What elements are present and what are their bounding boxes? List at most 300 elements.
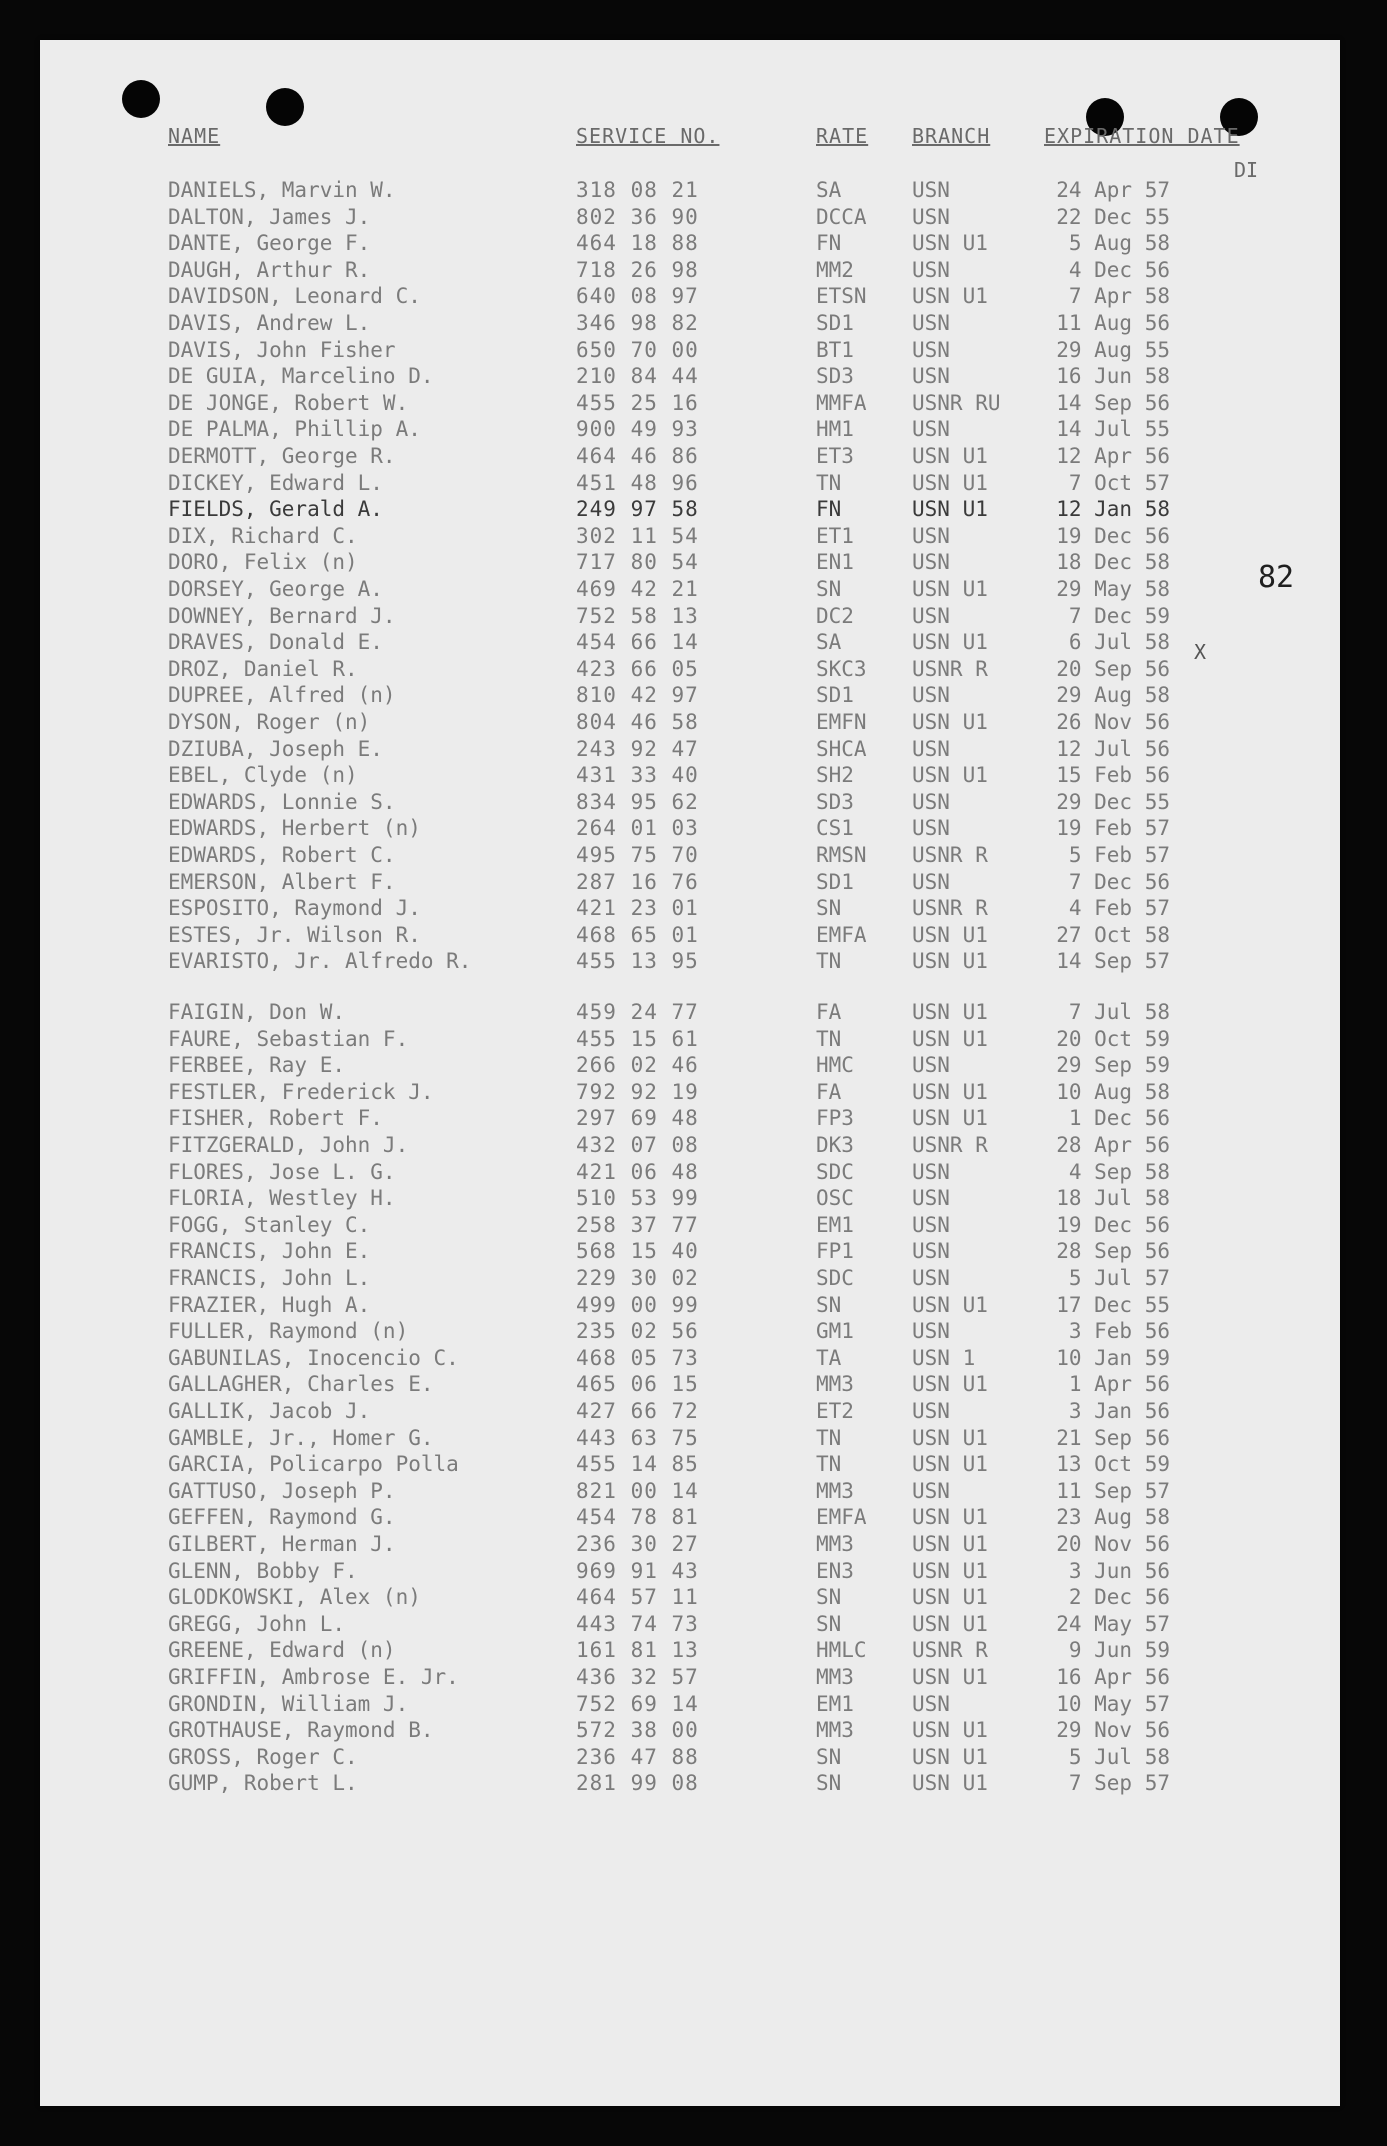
cell-service-no: 229 30 02 (576, 1266, 699, 1290)
cell-rate: SN (816, 577, 842, 601)
table-row (40, 1026, 1340, 1052)
cell-service-no: 468 65 01 (576, 922, 699, 947)
cell-branch: USN U1 (912, 231, 988, 256)
punch-hole-left-2 (266, 88, 304, 126)
cell-expiration: 7 Oct 57 (1068, 470, 1170, 495)
cell-service-no: 717 80 54 (576, 550, 699, 575)
cell-rate: MM2 (816, 257, 854, 282)
cell-rate: SDC (816, 1266, 854, 1290)
table-row (40, 629, 1340, 655)
cell-rate: EM1 (816, 1691, 854, 1716)
table-row (40, 1265, 1340, 1291)
cell-rate: SHCA (816, 736, 867, 761)
table-row (40, 1345, 1340, 1371)
cell-name: GATTUSO, Joseph P. (168, 1478, 396, 1503)
cell-name: EVARISTO, Jr. Alfredo R. (168, 949, 472, 974)
table-row (40, 895, 1340, 921)
cell-service-no: 568 15 40 (576, 1239, 699, 1264)
cell-service-no: 258 37 77 (576, 1212, 699, 1237)
cell-expiration: 9 Jun 59 (1068, 1638, 1170, 1663)
table-row (40, 1079, 1340, 1105)
cell-rate: MM3 (816, 1478, 854, 1503)
cell-rate: FN (816, 497, 842, 522)
cell-expiration: 4 Sep 58 (1068, 1159, 1170, 1184)
cell-name: DALTON, James J. (168, 204, 371, 229)
cell-rate: EMFN (816, 710, 867, 734)
cell-rate: GM1 (816, 1319, 854, 1344)
cell-name: FLORIA, Westley H. (168, 1186, 396, 1211)
cell-expiration: 7 Apr 58 (1068, 284, 1170, 309)
cell-expiration: 20 Oct 59 (1056, 1026, 1170, 1051)
cell-branch: USNR R (912, 656, 988, 681)
cell-service-no: 900 49 93 (576, 417, 699, 442)
cell-branch: USN U1 (912, 497, 988, 522)
cell-rate: HMLC (816, 1638, 867, 1663)
cell-rate: SD1 (816, 311, 854, 335)
table-row (40, 922, 1340, 948)
cell-branch: USNR RU (912, 390, 1001, 415)
table-row (40, 948, 1340, 974)
cell-name: FULLER, Raymond (n) (168, 1319, 409, 1344)
cell-name: GREENE, Edward (n) (168, 1638, 396, 1663)
cell-branch: USNR R (912, 896, 988, 921)
cell-expiration: 10 May 57 (1056, 1691, 1170, 1716)
cell-name: GREGG, John L. (168, 1611, 346, 1636)
cell-rate: FA (816, 1000, 842, 1024)
table-row (40, 736, 1340, 762)
table-row (40, 1212, 1340, 1238)
table-row (40, 869, 1340, 895)
table-row (40, 1584, 1340, 1610)
cell-expiration: 29 Dec 55 (1056, 789, 1170, 814)
cell-service-no: 455 15 61 (576, 1026, 699, 1051)
cell-branch: USN U1 (912, 1425, 988, 1450)
table-row (40, 390, 1340, 416)
cell-branch: USN U1 (912, 922, 988, 947)
cell-name: GROSS, Roger C. (168, 1744, 358, 1769)
cell-expiration: 5 Feb 57 (1068, 843, 1170, 867)
cell-branch: USN (912, 337, 950, 362)
cell-service-no: 236 47 88 (576, 1744, 699, 1769)
cell-name: DORSEY, George A. (168, 577, 383, 601)
cell-branch: USN (912, 178, 950, 202)
cell-expiration: 20 Sep 56 (1056, 656, 1170, 681)
cell-expiration: 4 Dec 56 (1068, 257, 1170, 282)
cell-name: DANTE, George F. (168, 231, 371, 256)
cell-rate: SN (816, 1771, 842, 1796)
table-row (40, 1318, 1340, 1344)
cell-branch: USN U1 (912, 1106, 988, 1131)
cell-branch: USN (912, 1478, 950, 1503)
cell-name: FERBEE, Ray E. (168, 1053, 346, 1078)
table-row (40, 1558, 1340, 1584)
table-row (40, 1611, 1340, 1637)
cell-service-no: 427 66 72 (576, 1399, 699, 1423)
cell-name: GUMP, Robert L. (168, 1771, 358, 1796)
cell-branch: USN (912, 816, 950, 841)
cell-expiration: 3 Feb 56 (1068, 1319, 1170, 1344)
cell-rate: EN1 (816, 550, 854, 575)
cell-name: DAVIS, John Fisher (168, 337, 396, 362)
cell-rate: FA (816, 1079, 842, 1104)
cell-name: DROZ, Daniel R. (168, 656, 358, 681)
cell-expiration: 12 Jan 58 (1056, 497, 1170, 522)
cell-expiration: 3 Jan 56 (1068, 1399, 1170, 1423)
cell-name: FRANCIS, John E. (168, 1239, 371, 1264)
cell-name: FRAZIER, Hugh A. (168, 1292, 371, 1317)
cell-name: DICKEY, Edward L. (168, 470, 383, 495)
cell-service-no: 287 16 76 (576, 869, 699, 894)
cell-service-no: 465 06 15 (576, 1372, 699, 1397)
cell-branch: USN U1 (912, 710, 988, 734)
header-name: NAME (168, 124, 221, 148)
table-row (40, 230, 1340, 256)
table-row (40, 815, 1340, 841)
cell-expiration: 29 Nov 56 (1056, 1718, 1170, 1743)
cell-name: GABUNILAS, Inocencio C. (168, 1345, 459, 1370)
table-row (40, 257, 1340, 283)
cell-service-no: 792 92 19 (576, 1079, 699, 1104)
cell-service-no: 464 57 11 (576, 1585, 699, 1610)
cell-rate: DCCA (816, 204, 867, 229)
cell-rate: MMFA (816, 390, 867, 415)
cell-name: FLORES, Jose L. G. (168, 1159, 396, 1184)
cell-rate: ET3 (816, 444, 854, 468)
cell-service-no: 640 08 97 (576, 284, 699, 309)
cell-service-no: 443 74 73 (576, 1611, 699, 1636)
cell-service-no: 499 00 99 (576, 1292, 699, 1317)
cell-expiration: 7 Dec 56 (1068, 869, 1170, 894)
cell-rate: ET1 (816, 523, 854, 548)
cell-rate: SD3 (816, 364, 854, 389)
cell-branch: USN (912, 204, 950, 229)
page-number: 82 (1258, 560, 1295, 595)
cell-name: EBEL, Clyde (n) (168, 763, 358, 788)
table-row (40, 1478, 1340, 1504)
table-row (40, 1159, 1340, 1185)
cell-rate: HMC (816, 1053, 854, 1078)
cell-branch: USN 1 (912, 1345, 976, 1370)
cell-branch: USN (912, 523, 950, 548)
table-row (40, 1744, 1340, 1770)
cell-rate: SA (816, 630, 842, 655)
cell-branch: USN U1 (912, 1532, 988, 1556)
cell-branch: USN (912, 736, 950, 761)
cell-rate: BT1 (816, 337, 854, 362)
cell-branch: USN (912, 311, 950, 335)
cell-expiration: 15 Feb 56 (1056, 763, 1170, 788)
cell-rate: MM3 (816, 1665, 854, 1689)
cell-expiration: 22 Dec 55 (1056, 204, 1170, 229)
cell-service-no: 266 02 46 (576, 1053, 699, 1078)
cell-expiration: 24 May 57 (1056, 1611, 1170, 1636)
table-row (40, 842, 1340, 868)
cell-expiration: 7 Sep 57 (1068, 1771, 1170, 1796)
cell-service-no: 432 07 08 (576, 1133, 699, 1157)
cell-rate: SN (816, 1744, 842, 1769)
cell-expiration: 1 Dec 56 (1068, 1106, 1170, 1131)
cell-rate: SN (816, 1611, 842, 1636)
cell-service-no: 572 38 00 (576, 1718, 699, 1743)
cell-branch: USN U1 (912, 1292, 988, 1317)
cell-expiration: 14 Sep 57 (1056, 949, 1170, 974)
cell-name: DORO, Felix (n) (168, 550, 358, 575)
cell-name: DE JONGE, Robert W. (168, 390, 409, 415)
table-row (40, 1717, 1340, 1743)
cell-rate: ETSN (816, 284, 867, 309)
table-row (40, 762, 1340, 788)
cell-branch: USN U1 (912, 1372, 988, 1397)
cell-service-no: 464 18 88 (576, 231, 699, 256)
table-row (40, 1371, 1340, 1397)
cell-expiration: 12 Apr 56 (1056, 444, 1170, 468)
cell-expiration: 29 May 58 (1056, 577, 1170, 601)
cell-name: GILBERT, Herman J. (168, 1532, 396, 1556)
table-row (40, 682, 1340, 708)
cell-expiration: 13 Oct 59 (1056, 1452, 1170, 1477)
cell-expiration: 11 Aug 56 (1056, 311, 1170, 335)
cell-branch: USN (912, 1186, 950, 1211)
table-row (40, 1398, 1340, 1424)
cell-expiration: 7 Dec 59 (1068, 603, 1170, 628)
table-row (40, 283, 1340, 309)
cell-expiration: 16 Jun 58 (1056, 364, 1170, 389)
cell-service-no: 650 70 00 (576, 337, 699, 362)
cell-branch: USNR R (912, 1133, 988, 1157)
table-row (40, 1637, 1340, 1663)
punch-hole-left (122, 80, 160, 118)
table-row (40, 576, 1340, 602)
cell-expiration: 10 Aug 58 (1056, 1079, 1170, 1104)
cell-branch: USN U1 (912, 470, 988, 495)
cell-branch: USN U1 (912, 1000, 988, 1024)
cell-expiration: 6 Jul 58 (1068, 630, 1170, 655)
cell-expiration: 12 Jul 56 (1056, 736, 1170, 761)
cell-rate: EM1 (816, 1212, 854, 1237)
cell-service-no: 249 97 58 (576, 497, 699, 522)
cell-service-no: 464 46 86 (576, 444, 699, 468)
cell-name: GLENN, Bobby F. (168, 1558, 358, 1583)
cell-service-no: 243 92 47 (576, 736, 699, 761)
cell-expiration: 23 Aug 58 (1056, 1505, 1170, 1530)
table-row (40, 1691, 1340, 1717)
header-expiration: EXPIRATION DATE (1044, 124, 1240, 148)
cell-branch: USN U1 (912, 1585, 988, 1610)
cell-expiration: 14 Sep 56 (1056, 390, 1170, 415)
cell-expiration: 20 Nov 56 (1056, 1532, 1170, 1556)
cell-branch: USN (912, 1239, 950, 1264)
cell-name: DAUGH, Arthur R. (168, 257, 371, 282)
cell-name: GROTHAUSE, Raymond B. (168, 1718, 434, 1743)
cell-rate: EMFA (816, 1505, 867, 1530)
cell-name: FRANCIS, John L. (168, 1266, 371, 1290)
cell-expiration: 4 Feb 57 (1068, 896, 1170, 921)
cell-rate: EN3 (816, 1558, 854, 1583)
table-row (40, 656, 1340, 682)
cell-rate: SN (816, 1292, 842, 1317)
cell-expiration: 18 Dec 58 (1056, 550, 1170, 575)
cell-name: FOGG, Stanley C. (168, 1212, 371, 1237)
cell-rate: SD1 (816, 683, 854, 708)
cell-name: DIX, Richard C. (168, 523, 358, 548)
table-row (40, 1770, 1340, 1796)
cell-expiration: 19 Dec 56 (1056, 523, 1170, 548)
cell-name: GEFFEN, Raymond G. (168, 1505, 396, 1530)
cell-expiration: 11 Sep 57 (1056, 1478, 1170, 1503)
cell-expiration: 3 Jun 56 (1068, 1558, 1170, 1583)
cell-name: GALLAGHER, Charles E. (168, 1372, 434, 1397)
table-row (40, 443, 1340, 469)
cell-branch: USN (912, 1053, 950, 1078)
cell-expiration: 21 Sep 56 (1056, 1425, 1170, 1450)
cell-service-no: 302 11 54 (576, 523, 699, 548)
cell-name: EMERSON, Albert F. (168, 869, 396, 894)
cell-name: DOWNEY, Bernard J. (168, 603, 396, 628)
cell-rate: RMSN (816, 843, 867, 867)
cell-branch: USN (912, 789, 950, 814)
table-row (40, 789, 1340, 815)
cell-expiration: 19 Dec 56 (1056, 1212, 1170, 1237)
table-row (40, 549, 1340, 575)
cell-service-no: 436 32 57 (576, 1665, 699, 1689)
table-row (40, 1185, 1340, 1211)
cell-branch: USN U1 (912, 577, 988, 601)
cell-rate: SKC3 (816, 656, 867, 681)
cell-rate: SN (816, 1585, 842, 1610)
cell-expiration: 17 Dec 55 (1056, 1292, 1170, 1317)
cell-branch: USN (912, 257, 950, 282)
cell-service-no: 235 02 56 (576, 1319, 699, 1344)
cell-service-no: 834 95 62 (576, 789, 699, 814)
cell-expiration: 5 Aug 58 (1068, 231, 1170, 256)
cell-expiration: 2 Dec 56 (1068, 1585, 1170, 1610)
cell-service-no: 281 99 08 (576, 1771, 699, 1796)
cell-service-no: 236 30 27 (576, 1532, 699, 1556)
cell-service-no: 455 13 95 (576, 949, 699, 974)
cell-name: DYSON, Roger (n) (168, 710, 371, 734)
cell-name: FITZGERALD, John J. (168, 1133, 409, 1157)
cell-rate: TN (816, 470, 842, 495)
cell-expiration: 29 Aug 58 (1056, 683, 1170, 708)
cell-expiration: 10 Jan 59 (1056, 1345, 1170, 1370)
cell-service-no: 802 36 90 (576, 204, 699, 229)
cell-rate: OSC (816, 1186, 854, 1211)
cell-rate: DC2 (816, 603, 854, 628)
cell-expiration: 14 Jul 55 (1056, 417, 1170, 442)
cell-service-no: 752 58 13 (576, 603, 699, 628)
cell-service-no: 752 69 14 (576, 1691, 699, 1716)
cell-branch: USN U1 (912, 1611, 988, 1636)
table-row (40, 1531, 1340, 1557)
cell-service-no: 469 42 21 (576, 577, 699, 601)
cell-rate: CS1 (816, 816, 854, 841)
table-row (40, 1238, 1340, 1264)
cell-branch: USNR R (912, 1638, 988, 1663)
cell-branch: USN U1 (912, 1505, 988, 1530)
cell-rate: TN (816, 1425, 842, 1450)
cell-name: GRONDIN, William J. (168, 1691, 409, 1716)
cell-rate: TN (816, 1452, 842, 1477)
cell-rate: DK3 (816, 1133, 854, 1157)
cell-rate: MM3 (816, 1372, 854, 1397)
cell-branch: USN (912, 869, 950, 894)
cell-service-no: 161 81 13 (576, 1638, 699, 1663)
table-row (40, 1451, 1340, 1477)
cell-expiration: 27 Oct 58 (1056, 922, 1170, 947)
cell-rate: SA (816, 178, 842, 202)
cell-service-no: 451 48 96 (576, 470, 699, 495)
cell-service-no: 495 75 70 (576, 843, 699, 867)
cell-branch: USN (912, 364, 950, 389)
cell-branch: USNR R (912, 843, 988, 867)
cell-branch: USN U1 (912, 1718, 988, 1743)
cell-rate: FP1 (816, 1239, 854, 1264)
cell-service-no: 459 24 77 (576, 1000, 699, 1024)
table-row (40, 1504, 1340, 1530)
cell-branch: USN U1 (912, 1558, 988, 1583)
cell-name: GLODKOWSKI, Alex (n) (168, 1585, 421, 1610)
side-mark: X (1194, 640, 1207, 664)
table-row (40, 1105, 1340, 1131)
roster-page (40, 40, 1340, 2106)
table-row (40, 523, 1340, 549)
cell-service-no: 421 06 48 (576, 1159, 699, 1184)
cell-rate: FP3 (816, 1106, 854, 1131)
cell-service-no: 718 26 98 (576, 257, 699, 282)
cell-service-no: 318 08 21 (576, 178, 699, 202)
cell-name: FAIGIN, Don W. (168, 1000, 346, 1024)
cell-rate: SN (816, 896, 842, 921)
cell-expiration: 26 Nov 56 (1056, 710, 1170, 734)
table-row (40, 416, 1340, 442)
cell-name: FIELDS, Gerald A. (168, 497, 383, 522)
cell-name: EDWARDS, Herbert (n) (168, 816, 421, 841)
cell-branch: USN (912, 1691, 950, 1716)
cell-expiration: 19 Feb 57 (1056, 816, 1170, 841)
cell-name: FESTLER, Frederick J. (168, 1079, 434, 1104)
cell-name: GARCIA, Policarpo Polla (168, 1452, 459, 1477)
cell-expiration: 18 Jul 58 (1056, 1186, 1170, 1211)
table-row (40, 204, 1340, 230)
table-row (40, 603, 1340, 629)
table-row (40, 363, 1340, 389)
header-expiration-sub: DI (1234, 158, 1259, 182)
cell-expiration: 28 Apr 56 (1056, 1133, 1170, 1157)
cell-name: ESPOSITO, Raymond J. (168, 896, 421, 921)
cell-branch: USN U1 (912, 763, 988, 788)
cell-name: GALLIK, Jacob J. (168, 1399, 371, 1423)
cell-branch: USN U1 (912, 284, 988, 309)
cell-name: DERMOTT, George R. (168, 444, 396, 468)
table-row (40, 1292, 1340, 1318)
cell-rate: MM3 (816, 1532, 854, 1556)
header-rate: RATE (816, 124, 869, 148)
cell-name: DE PALMA, Phillip A. (168, 417, 421, 442)
cell-name: FAURE, Sebastian F. (168, 1026, 409, 1051)
cell-rate: SD3 (816, 789, 854, 814)
cell-expiration: 1 Apr 56 (1068, 1372, 1170, 1397)
cell-expiration: 7 Jul 58 (1068, 1000, 1170, 1024)
cell-name: GRIFFIN, Ambrose E. Jr. (168, 1665, 459, 1689)
cell-rate: TN (816, 1026, 842, 1051)
table-row (40, 337, 1340, 363)
cell-expiration: 16 Apr 56 (1056, 1665, 1170, 1689)
cell-service-no: 821 00 14 (576, 1478, 699, 1503)
cell-service-no: 431 33 40 (576, 763, 699, 788)
cell-name: DRAVES, Donald E. (168, 630, 383, 655)
cell-name: FISHER, Robert F. (168, 1106, 383, 1131)
table-row (40, 496, 1340, 522)
